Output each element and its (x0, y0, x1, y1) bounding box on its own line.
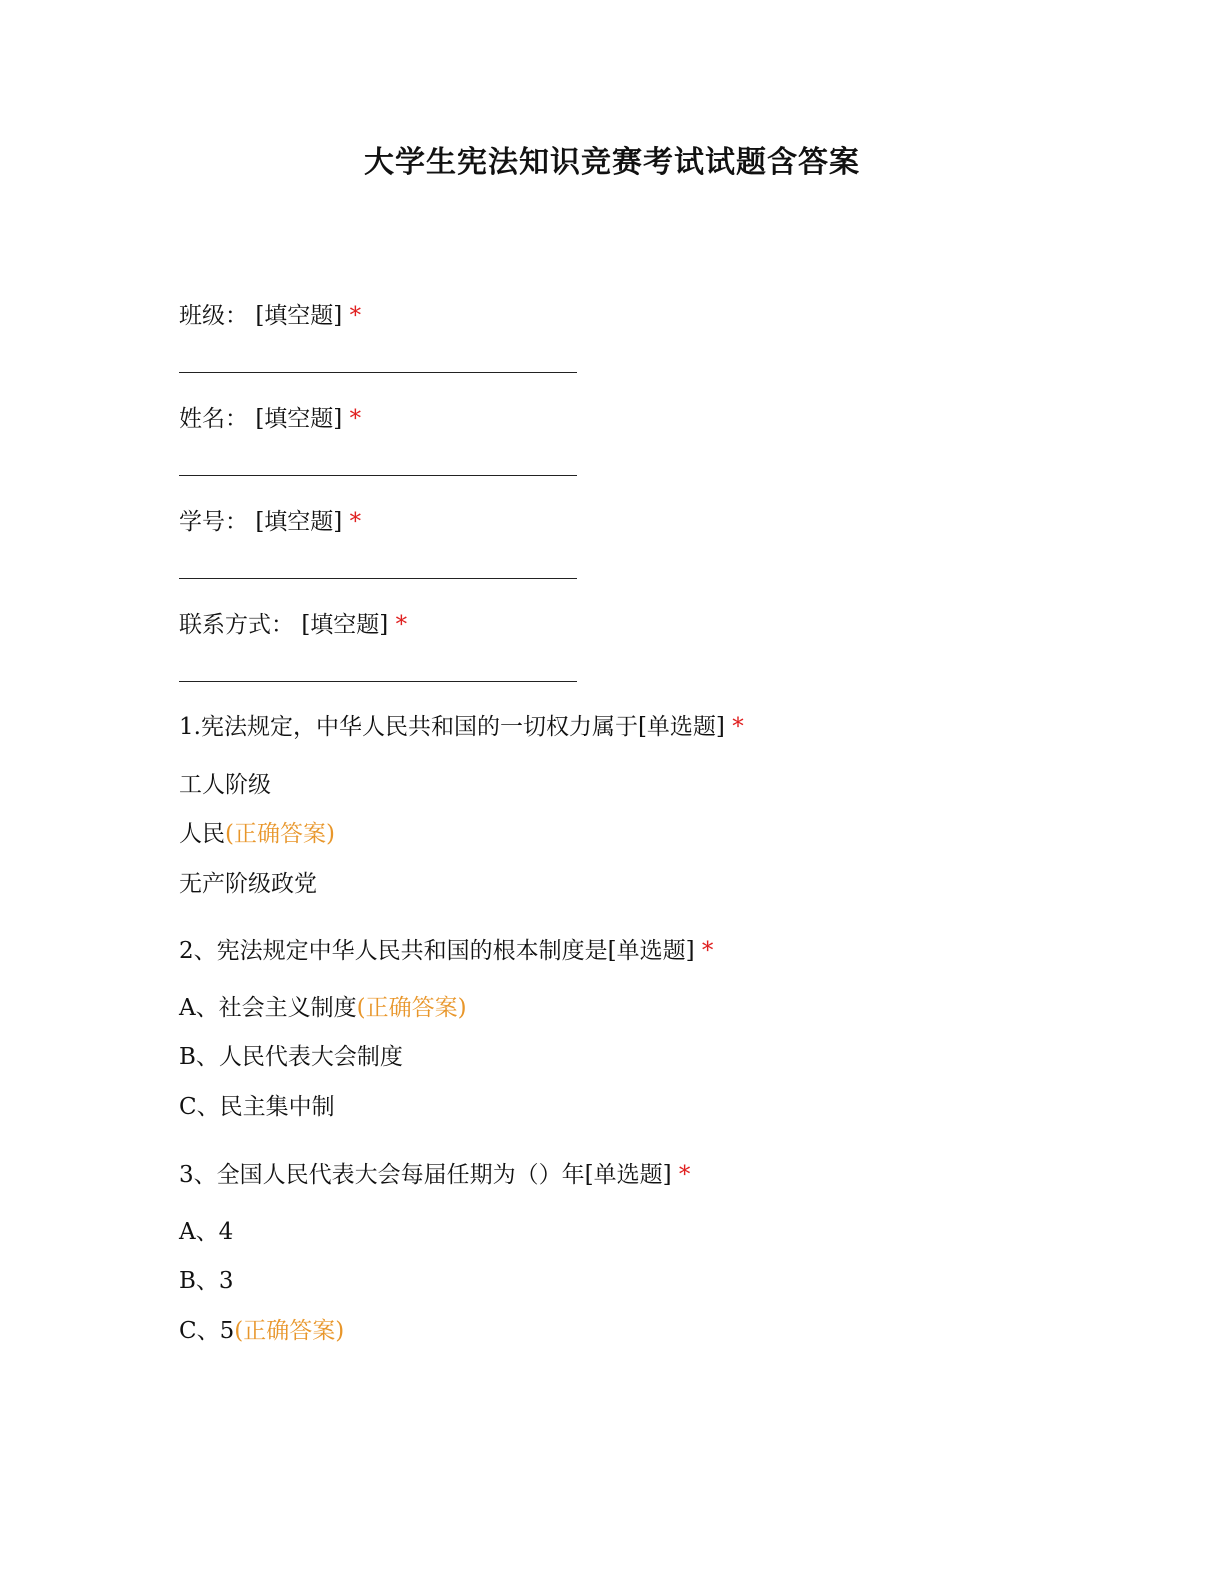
question-3 (179, 1160, 690, 1190)
q2-option-c[interactable] (179, 1092, 335, 1122)
contact-blank[interactable] (179, 681, 577, 682)
field-student-id (179, 507, 361, 537)
required-mark: * (349, 509, 362, 535)
name-blank[interactable] (179, 475, 577, 476)
correct-answer-tag: (正确答案) (225, 821, 335, 847)
q3-option-a[interactable] (179, 1217, 233, 1247)
option-text: 人民 (179, 821, 225, 847)
option-text: A、社会主义制度 (179, 995, 357, 1021)
option-text: B、人民代表大会制度 (179, 1044, 403, 1070)
field-label: 班级： (179, 303, 248, 329)
field-label: 姓名： (179, 406, 248, 432)
q2-option-a[interactable] (179, 993, 467, 1023)
required-mark: * (732, 714, 744, 740)
page-title: 大学生宪法知识竞赛考试试题含答案 (364, 145, 860, 180)
question-text: 1.宪法规定，中华人民共和国的一切权力属于[单选题] (179, 714, 725, 740)
required-mark: * (701, 938, 714, 964)
field-type-tag: [填空题] (255, 509, 343, 535)
required-mark: * (395, 612, 408, 638)
option-text: 工人阶级 (179, 772, 271, 798)
option-text: B、3 (179, 1268, 234, 1294)
field-label: 学号： (179, 509, 248, 535)
field-type-tag: [填空题] (255, 303, 343, 329)
field-type-tag: [填空题] (255, 406, 343, 432)
correct-answer-tag: (正确答案) (356, 995, 467, 1021)
required-mark: * (349, 406, 362, 432)
q3-option-c[interactable] (179, 1316, 344, 1346)
option-text: A、4 (179, 1219, 234, 1245)
question-text: 3、全国人民代表大会每届任期为（）年[单选题] (179, 1162, 672, 1188)
option-text: 无产阶级政党 (179, 871, 317, 897)
class-blank[interactable] (179, 372, 577, 373)
student-id-blank[interactable] (179, 578, 577, 579)
option-text: C、民主集中制 (179, 1094, 335, 1120)
required-mark: * (349, 303, 362, 329)
q3-option-b[interactable] (179, 1266, 234, 1296)
q1-option-b[interactable] (179, 819, 335, 849)
q1-option-a[interactable] (179, 770, 271, 800)
field-contact (179, 610, 407, 640)
field-class (179, 301, 361, 331)
correct-answer-tag: (正确答案) (234, 1318, 345, 1344)
q2-option-b[interactable] (179, 1042, 403, 1072)
option-text: C、5 (179, 1318, 235, 1344)
question-text: 2、宪法规定中华人民共和国的根本制度是[单选题] (179, 938, 695, 964)
field-name (179, 404, 361, 434)
question-2 (179, 936, 713, 966)
question-1 (179, 712, 744, 742)
required-mark: * (678, 1162, 691, 1188)
q1-option-c[interactable] (179, 869, 317, 899)
field-type-tag: [填空题] (301, 612, 389, 638)
field-label: 联系方式： (179, 612, 294, 638)
